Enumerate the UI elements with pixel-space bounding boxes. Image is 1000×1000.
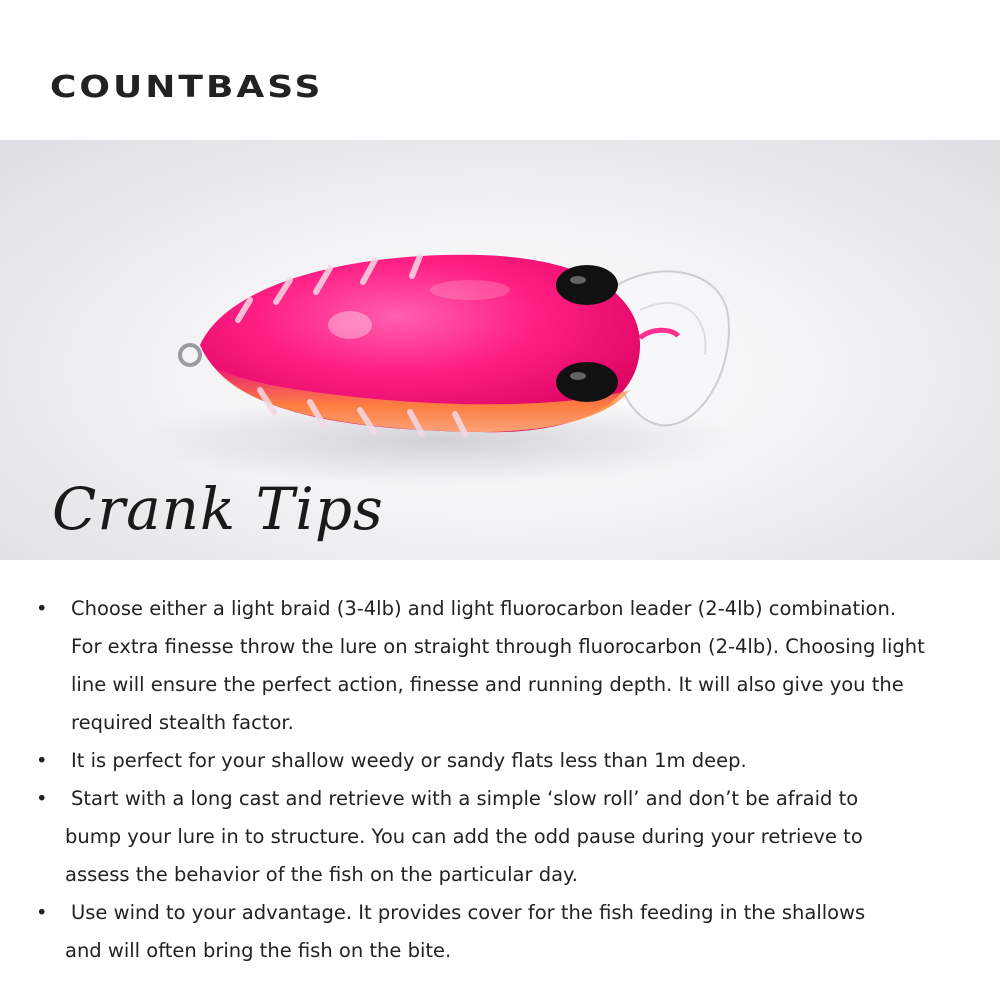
tip-line: and will often bring the fish on the bite. xyxy=(65,939,452,962)
tip-line: Use wind to your advantage. It provides cover for the fish feeding in the shallows xyxy=(71,901,866,924)
bullet-icon: • xyxy=(36,597,48,620)
list-item xyxy=(36,780,976,894)
list-item xyxy=(36,894,976,970)
brand-logo: COUNTBASS xyxy=(50,70,324,105)
tip-line: For extra finesse throw the lure on straight through fluorocarbon (2-4lb). Choosing light xyxy=(71,635,925,658)
tip-line: required stealth factor. xyxy=(71,711,294,734)
hero-title: Crank Tips xyxy=(52,475,384,543)
tip-line: line will ensure the perfect action, finesse and running depth. It will also give you the xyxy=(71,673,904,696)
tip-line: It is perfect for your shallow weedy or sandy flats less than 1m deep. xyxy=(71,749,747,772)
tip-line: Choose either a light braid (3-4lb) and light fluorocarbon leader (2-4lb) combination. xyxy=(71,597,897,620)
hero-banner xyxy=(0,140,1000,560)
tip-line: bump your lure in to structure. You can add the odd pause during your retrieve to xyxy=(65,825,863,848)
lure-eye-top xyxy=(556,265,618,305)
tips-list xyxy=(0,560,1000,1000)
bullet-icon: • xyxy=(36,749,48,772)
list-item xyxy=(36,742,976,780)
lure-eye-bottom xyxy=(556,362,618,402)
bullet-icon: • xyxy=(36,787,48,810)
header xyxy=(0,0,1000,140)
tip-line: assess the behavior of the fish on the particular day. xyxy=(65,863,579,886)
list-item xyxy=(36,590,976,742)
bullet-icon: • xyxy=(36,901,48,924)
tip-line: Start with a long cast and retrieve with a simple ‘slow roll’ and don’t be afraid to xyxy=(71,787,859,810)
